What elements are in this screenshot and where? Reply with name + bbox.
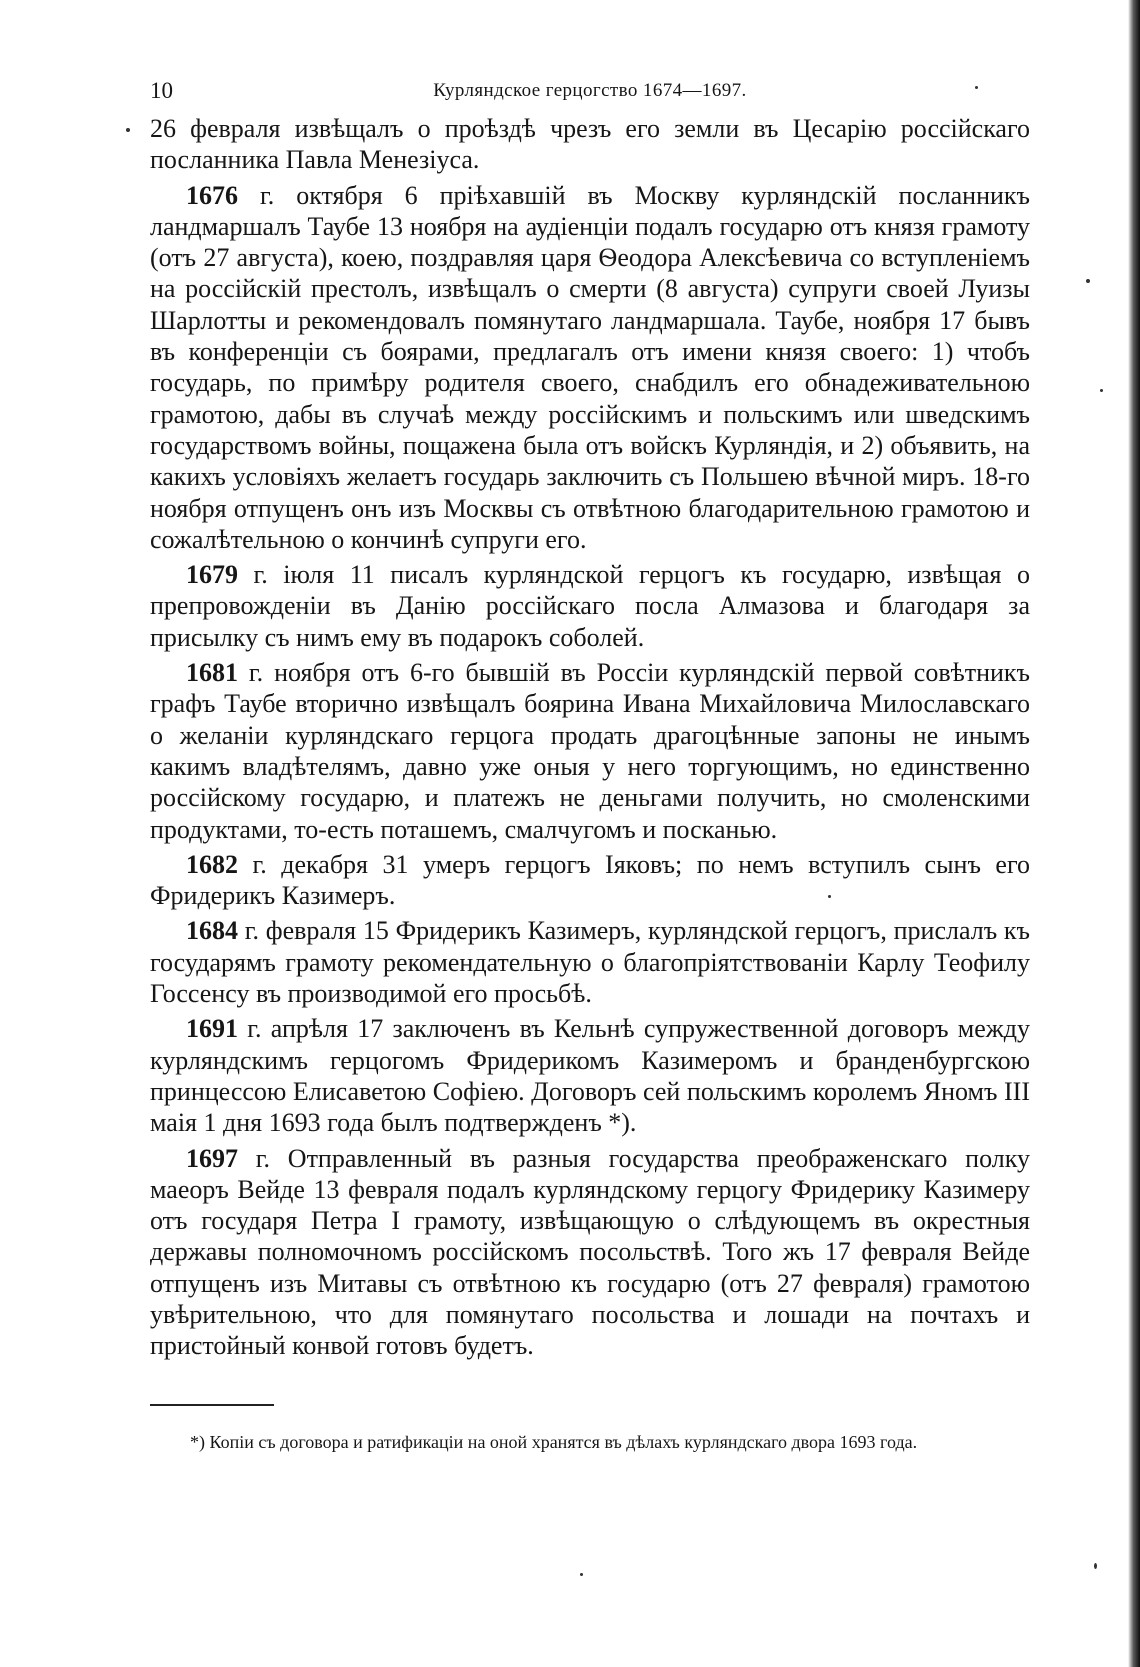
year-label: 1684 (186, 916, 238, 946)
scan-speck (1100, 389, 1103, 392)
paragraph-1676 (150, 180, 1030, 556)
paragraph-text: г. Отправленный въ разныя государства преображенскаго полку маеоръ Вейде 13 февраля подалъ курляндскому герцогу Фридерику Казимеру отъ государя Петра I грамоту, извѣщающую о слѣдующемъ въ окрестныя державы полномочномъ россійскомъ посольствѣ. Того жъ 17 февраля Вейде отпущенъ изъ Митавы съ отвѣтною къ государю (отъ 27 февраля) грамотою увѣрительною, что для помянутаго посольства и лошади на почтахъ и пристойный конвой готовъ будетъ. (150, 1143, 1030, 1361)
year-label: 1681 (186, 658, 238, 688)
year-label: 1682 (186, 849, 238, 879)
footnote-divider (150, 1404, 274, 1406)
paragraph-text: 26 февраля извѣщалъ о проѣздѣ чрезъ его земли въ Цесарію россійскаго посланника Павла Менезіуса. (150, 114, 1030, 175)
paragraph-1691 (150, 1013, 1030, 1138)
page-header (150, 72, 1030, 112)
scan-speck (1086, 279, 1090, 283)
running-title: Курляндское герцогство 1674—1697. (433, 80, 747, 101)
paragraph-1697 (150, 1143, 1030, 1362)
paragraph-1681 (150, 657, 1030, 845)
scan-speck (828, 895, 831, 898)
paragraph-text: г. декабря 31 умеръ герцогъ Іяковъ; по немъ вступилъ сынъ его Фридерикъ Казимеръ. (150, 849, 1030, 911)
scan-speck (975, 86, 978, 89)
main-text (150, 113, 1030, 1362)
paragraph-continuation (150, 113, 1030, 176)
year-label: 1679 (186, 560, 238, 590)
paragraph-text: г. октября 6 пріѣхавшій въ Москву курляндскій посланникъ ландмаршалъ Таубе 13 ноября на аудіенціи подалъ государю отъ князя грамоту (отъ 27 августа), коею, поздравляя царя Ѳеодора Алексѣевича со вступленіемъ на россійскій престолъ, извѣщалъ о смерти (8 августа) супруги своей Луизы Шарлотты и рекомендовалъ помянутаго ландмаршала. Таубе, ноября 17 бывъ въ конференціи съ боярами, предлагалъ отъ имени князя своего: 1) чтобъ государь, по примѣру родителя своего, снабдилъ его обнадеживательною грамотою, дабы въ случаѣ между россійскимъ и польскимъ или шведскимъ государствомъ войны, пощажена была отъ войскъ Курляндія, и 2) объявить, на какихъ условіяхъ желаетъ государь заключить съ Польшею вѣчной миръ. 18-го ноября отпущенъ онъ изъ Москвы съ отвѣтною благодарительною грамотою и сожалѣтельною о кончинѣ супруги его. (150, 180, 1030, 554)
scan-speck (1094, 1563, 1097, 1569)
paragraph-1682 (150, 849, 1030, 912)
footnote: *) Копіи съ договора и ратификаціи на оной хранятся въ дѣлахъ курляндскаго двора 1693 года. (190, 1432, 918, 1452)
paragraph-1684 (150, 915, 1030, 1009)
year-label: 1697 (186, 1143, 238, 1173)
paragraph-text: г. апрѣля 17 заключенъ въ Кельнѣ супружественной договоръ между курляндскимъ герцогомъ Фридерикомъ Казимеромъ и бранденбургскою принцессою Елисаветою Софіею. Договоръ сей польскимъ королемъ Яномъ III маія 1 дня 1693 года былъ подтвержденъ *). (150, 1014, 1030, 1138)
paragraph-text: г. ноября отъ 6-го бывшій въ Россіи курляндскій первой совѣтникъ графъ Таубе вторично извѣщалъ боярина Ивана Михайловича Милославскаго о желаніи курляндскаго герцога продать драгоцѣнные запоны не инымъ какимъ владѣтелямъ, давно уже оныя у него торгующимъ, но единственно россійскому государю, и платежъ не деньгами получить, но смоленскими продуктами, то-есть поташемъ, смалчугомъ и посканью. (150, 658, 1030, 844)
year-label: 1676 (186, 180, 238, 210)
paragraph-1679 (150, 559, 1030, 653)
paragraph-text: г. іюля 11 писалъ курляндской герцогъ къ государю, извѣщая о препровожденіи въ Данію россійскаго посла Алмазова и благодаря за присылку съ нимъ ему въ подарокъ соболей. (150, 560, 1030, 652)
scan-page-edge (1128, 0, 1140, 1667)
scan-speck (126, 128, 130, 132)
paragraph-text: г. февраля 15 Фридерикъ Казимеръ, курляндской герцогъ, прислалъ къ государямъ грамоту рекомендательную о благопріятствованіи Карлу Теофилу Госсенсу въ производимой его просьбѣ. (150, 916, 1030, 1009)
year-label: 1691 (186, 1014, 238, 1044)
page-number: 10 (150, 78, 173, 103)
scan-speck (580, 1573, 583, 1576)
